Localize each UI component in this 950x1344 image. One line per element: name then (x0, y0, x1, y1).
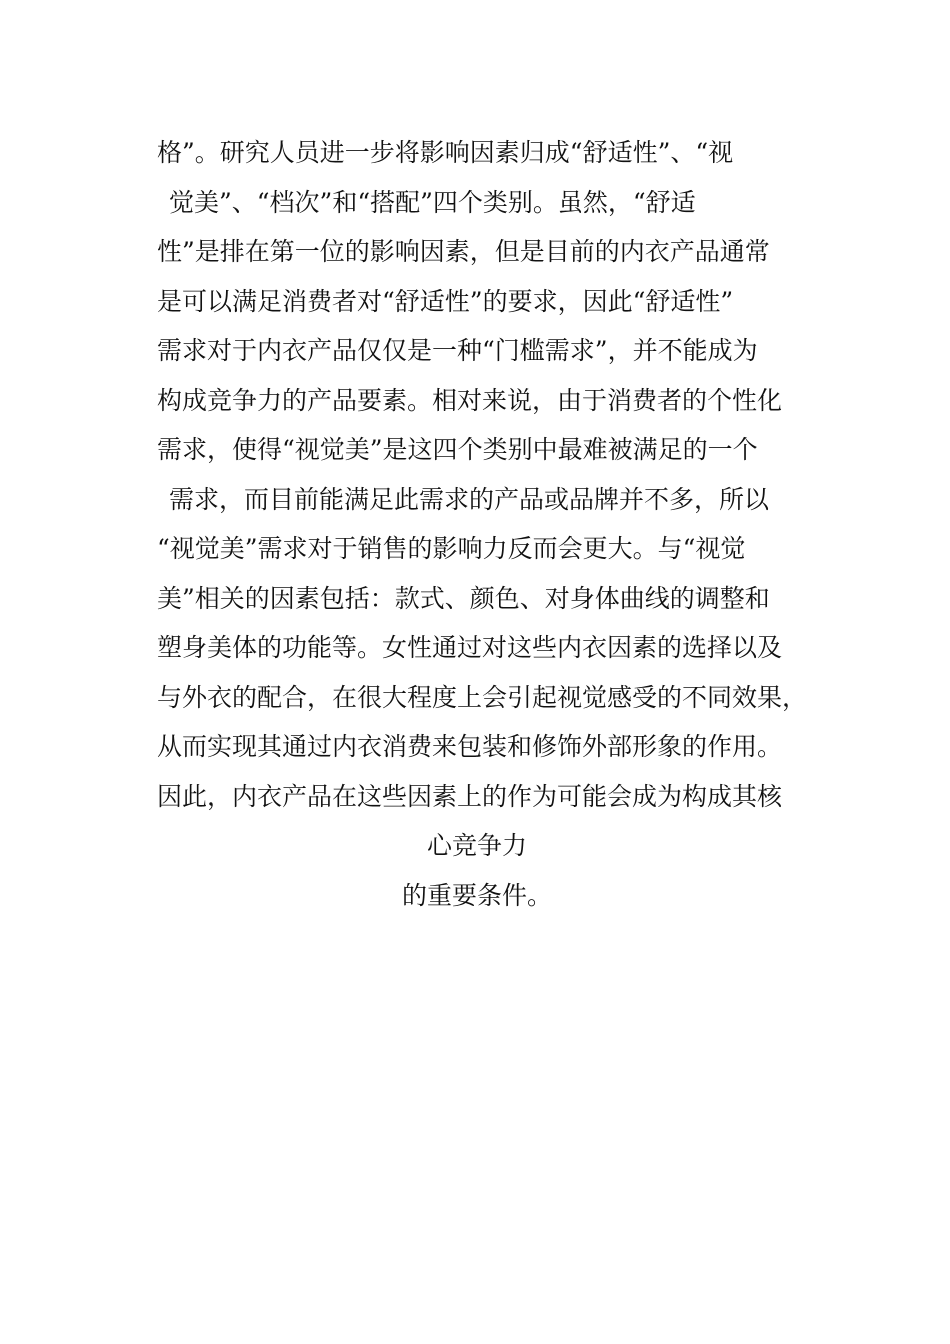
text-line-centered: 的重要条件。 (401, 880, 552, 910)
text-line: 觉美”、“档次”和“搭配”四个类别。虽然，“舒适 (169, 187, 696, 217)
text-line: “视觉美”需求对于销售的影响力反而会更大。与“视觉 (157, 534, 746, 563)
text-line: 因此，内衣产品在这些因素上的作为可能会成为构成其核 (157, 781, 783, 811)
text-line: 美”相关的因素包括：款式、颜色、对身体曲线的调整和 (157, 583, 770, 613)
text-line: 塑身美体的功能等。女性通过对这些内衣因素的选择以及 (157, 633, 783, 662)
text-line: 格”。研究人员进一步将影响因素归成“舒适性”、“视 (157, 138, 734, 167)
text-line: 需求对于内衣产品仅仅是一种“门槛需求”，并不能成为 (157, 336, 758, 365)
text-line: 从而实现其通过内衣消费来包装和修饰外部形象的作用。 (157, 732, 783, 761)
text-line: 与外衣的配合，在很大程度上会引起视觉感受的不同效果， (157, 682, 808, 712)
text-line: 需求，使得“视觉美”是这四个类别中最难被满足的一个 (157, 435, 758, 464)
text-line-centered: 心竞争力 (426, 831, 527, 860)
text-line: 是可以满足消费者对“舒适性”的要求，因此“舒适性” (157, 286, 734, 316)
text-line: 构成竞争力的产品要素。相对来说，由于消费者的个性化 (157, 385, 783, 415)
text-line: 性”是排在第一位的影响因素，但是目前的内衣产品通常 (157, 237, 770, 266)
text-line: 需求，而目前能满足此需求的产品或品牌并不多，所以 (169, 484, 770, 514)
body-paragraph (157, 128, 817, 920)
